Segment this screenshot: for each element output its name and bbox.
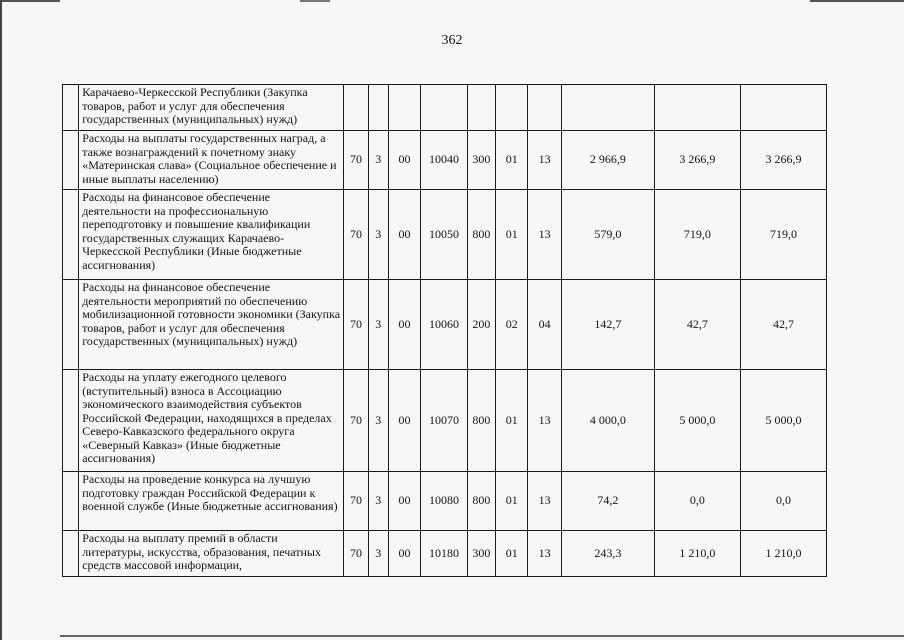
- cell-v3: 3 266,9: [740, 131, 826, 190]
- lead-cell: [63, 190, 79, 280]
- cell-c1: 70: [344, 131, 368, 190]
- table-row: [63, 190, 827, 280]
- cell-c2: 3: [368, 131, 388, 190]
- cell-c6: 01: [496, 531, 528, 577]
- cell-v2: 0,0: [654, 472, 740, 531]
- lead-cell: [63, 370, 79, 472]
- row-name: Расходы на выплату премий в области литературы, искусства, образования, печатных средств массовой информации,: [79, 531, 344, 577]
- row-name: Карачаево-Черкесской Республики (Закупка товаров, работ и услуг для обеспечения государственных (муниципальных) нужд): [79, 85, 344, 131]
- cell-c3: 00: [388, 531, 420, 577]
- cell-c1: [344, 85, 368, 131]
- cell-c1: 70: [344, 531, 368, 577]
- cell-c5: [467, 85, 495, 131]
- table-row: [63, 370, 827, 472]
- cell-c7: 13: [528, 190, 561, 280]
- row-name: Расходы на выплаты государственных наград, а также вознаграждений к почетному знаку «Материнская слава» (Социальное обеспечение и иные выплаты населению): [79, 131, 344, 190]
- cell-c4: 10040: [421, 131, 468, 190]
- cell-c1: 70: [344, 190, 368, 280]
- lead-cell: [63, 280, 79, 370]
- cell-c4: 10060: [421, 280, 468, 370]
- row-name: Расходы на финансовое обеспечение деятельности мероприятий по обеспечению мобилизационной готовности экономики (Закупка товаров, работ и услуг для обеспечения государственных (муниципальных) нужд): [79, 280, 344, 370]
- cell-c7: 13: [528, 131, 561, 190]
- cell-c5: 800: [467, 472, 495, 531]
- cell-c7: 04: [528, 280, 561, 370]
- cell-c2: 3: [368, 190, 388, 280]
- cell-c3: 00: [388, 280, 420, 370]
- cell-c2: [368, 85, 388, 131]
- cell-c5: 300: [467, 531, 495, 577]
- cell-c6: 01: [496, 131, 528, 190]
- cell-c4: 10070: [421, 370, 468, 472]
- cell-c1: 70: [344, 280, 368, 370]
- budget-table: [62, 84, 827, 577]
- cell-v3: 0,0: [740, 472, 826, 531]
- row-name: Расходы на уплату ежегодного целевого (вступительный) взноса в Ассоциацию экономического взаимодействия субъектов Российской Федерации, находящихся в пределах Северо-Кавказского федерального округа «Северный Кавказ» (Иные бюджетные ассигнования): [79, 370, 344, 472]
- lead-cell: [63, 85, 79, 131]
- cell-c7: 13: [528, 472, 561, 531]
- cell-c5: 800: [467, 370, 495, 472]
- cell-c6: 01: [496, 190, 528, 280]
- cell-v1: 2 966,9: [561, 131, 654, 190]
- cell-v2: 1 210,0: [654, 531, 740, 577]
- cell-c6: 01: [496, 370, 528, 472]
- cell-c2: 3: [368, 280, 388, 370]
- lead-cell: [63, 531, 79, 577]
- row-name: Расходы на проведение конкурса на лучшую подготовку граждан Российской Федерации к военной службе (Иные бюджетные ассигнования): [79, 472, 344, 531]
- cell-c3: 00: [388, 131, 420, 190]
- cell-v3: 42,7: [740, 280, 826, 370]
- cell-c3: 00: [388, 370, 420, 472]
- cell-v2: 42,7: [654, 280, 740, 370]
- cell-v2: 5 000,0: [654, 370, 740, 472]
- cell-v1: 243,3: [561, 531, 654, 577]
- cell-c4: 10050: [421, 190, 468, 280]
- cell-v1: [561, 85, 654, 131]
- cell-c5: 200: [467, 280, 495, 370]
- cell-v1: 4 000,0: [561, 370, 654, 472]
- cell-c7: 13: [528, 531, 561, 577]
- scan-edge-left: [0, 0, 2, 640]
- scan-edge-bottom: [60, 635, 904, 637]
- cell-c6: 02: [496, 280, 528, 370]
- cell-v2: 719,0: [654, 190, 740, 280]
- table-row: [63, 472, 827, 531]
- lead-cell: [63, 131, 79, 190]
- cell-c4: 10080: [421, 472, 468, 531]
- cell-c4: [421, 85, 468, 131]
- cell-c3: [388, 85, 420, 131]
- cell-c5: 300: [467, 131, 495, 190]
- table-row: [63, 280, 827, 370]
- cell-c3: 00: [388, 190, 420, 280]
- cell-c1: 70: [344, 370, 368, 472]
- cell-c7: 13: [528, 370, 561, 472]
- row-name: Расходы на финансовое обеспечение деятельности на профессиональную переподготовку и повышение квалификации государственных служащих Карачаево-Черкесской Республики (Иные бюджетные ассигнования): [79, 190, 344, 280]
- cell-c2: 3: [368, 472, 388, 531]
- cell-c4: 10180: [421, 531, 468, 577]
- cell-v3: 1 210,0: [740, 531, 826, 577]
- cell-v2: 3 266,9: [654, 131, 740, 190]
- cell-c7: [528, 85, 561, 131]
- cell-v3: 5 000,0: [740, 370, 826, 472]
- scan-edge-top: [0, 0, 904, 2]
- cell-v1: 142,7: [561, 280, 654, 370]
- cell-v1: 74,2: [561, 472, 654, 531]
- cell-v3: [740, 85, 826, 131]
- table-row: [63, 131, 827, 190]
- cell-c6: [496, 85, 528, 131]
- cell-c1: 70: [344, 472, 368, 531]
- cell-c2: 3: [368, 370, 388, 472]
- cell-c5: 800: [467, 190, 495, 280]
- cell-v3: 719,0: [740, 190, 826, 280]
- page-number: 362: [441, 33, 463, 48]
- cell-v2: [654, 85, 740, 131]
- cell-c6: 01: [496, 472, 528, 531]
- cell-c3: 00: [388, 472, 420, 531]
- cell-c2: 3: [368, 531, 388, 577]
- cell-v1: 579,0: [561, 190, 654, 280]
- lead-cell: [63, 472, 79, 531]
- table-row: [63, 85, 827, 131]
- table-row: [63, 531, 827, 577]
